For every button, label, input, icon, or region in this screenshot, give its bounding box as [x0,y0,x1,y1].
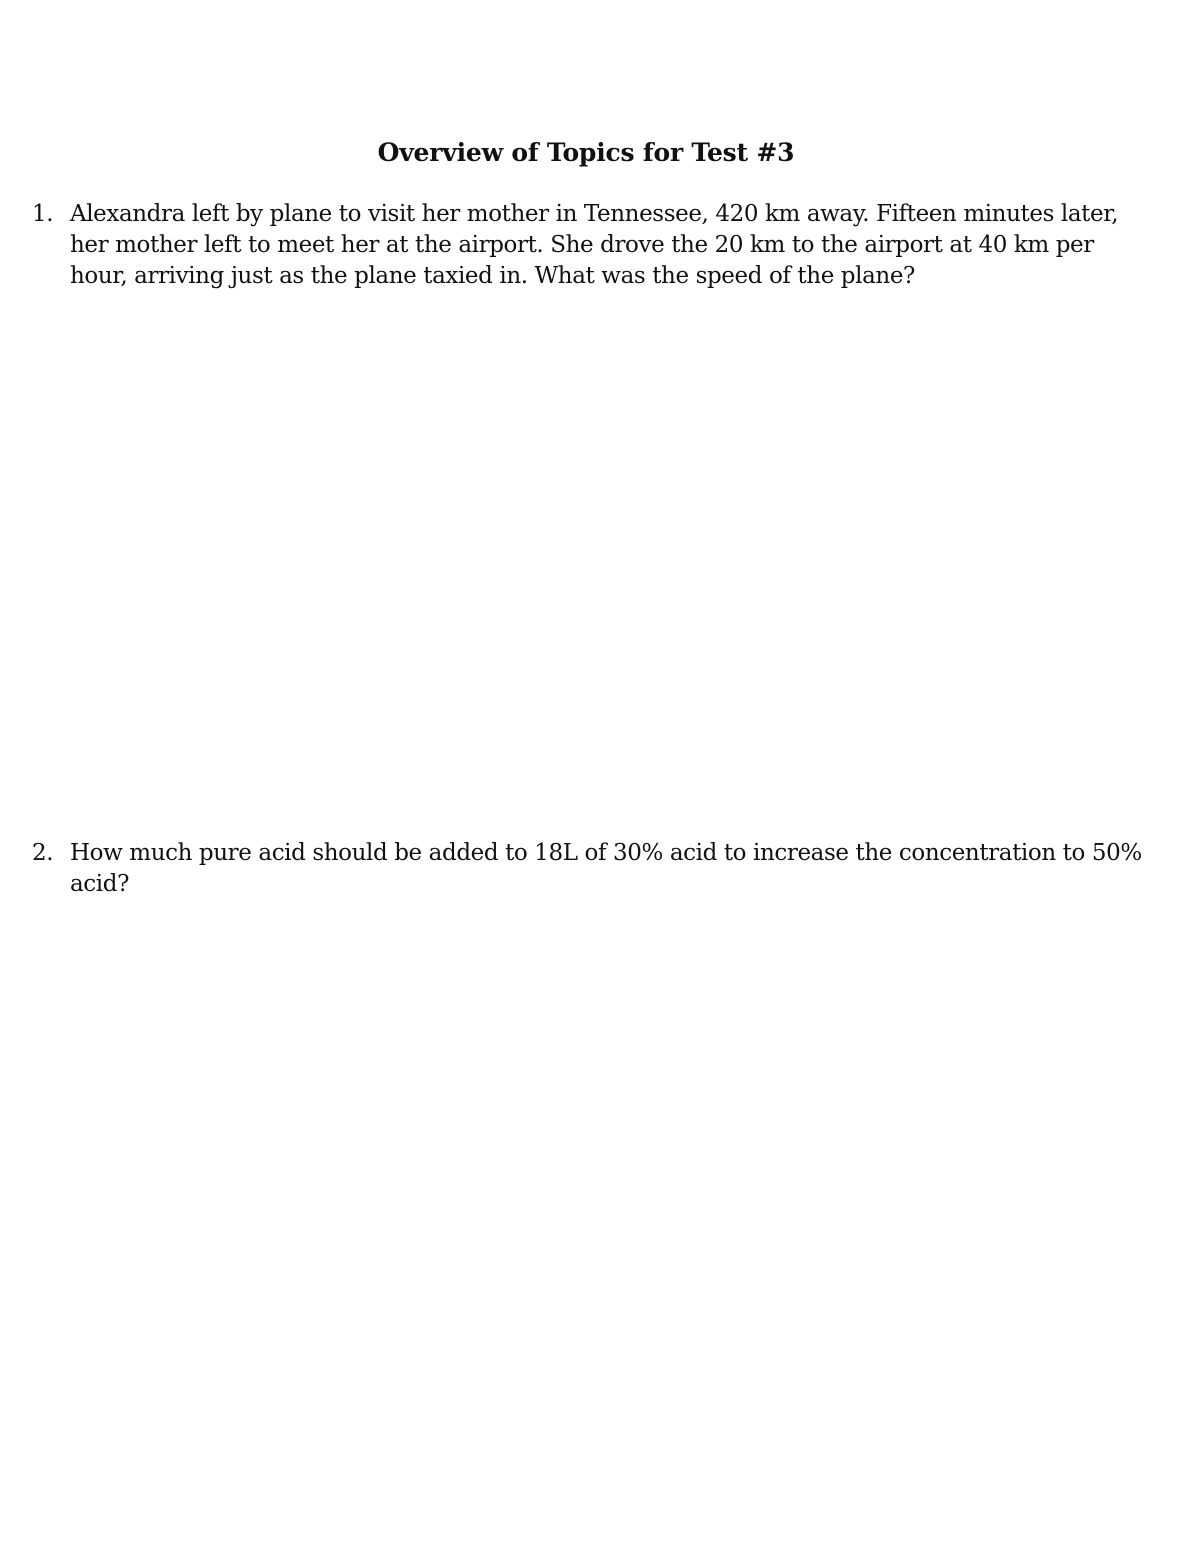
question-number: 1. [32,201,54,227]
question-number: 2. [32,840,54,866]
question-text: Alexandra left by plane to visit her mother in Tennessee, 420 km away. Fifteen minutes later, her mother left to meet her at the airport. She drove the 20 km to the airport at 40 km per hour, arriving just as the plane taxied in. What was the speed of the plane? [70,201,1119,289]
question-item [32,199,1142,292]
page-title: Overview of Topics for Test #3 [377,138,795,167]
question-text: How much pure acid should be added to 18L of 30% acid to increase the concentration to 50% acid? [70,840,1142,897]
question-item [32,838,1142,900]
